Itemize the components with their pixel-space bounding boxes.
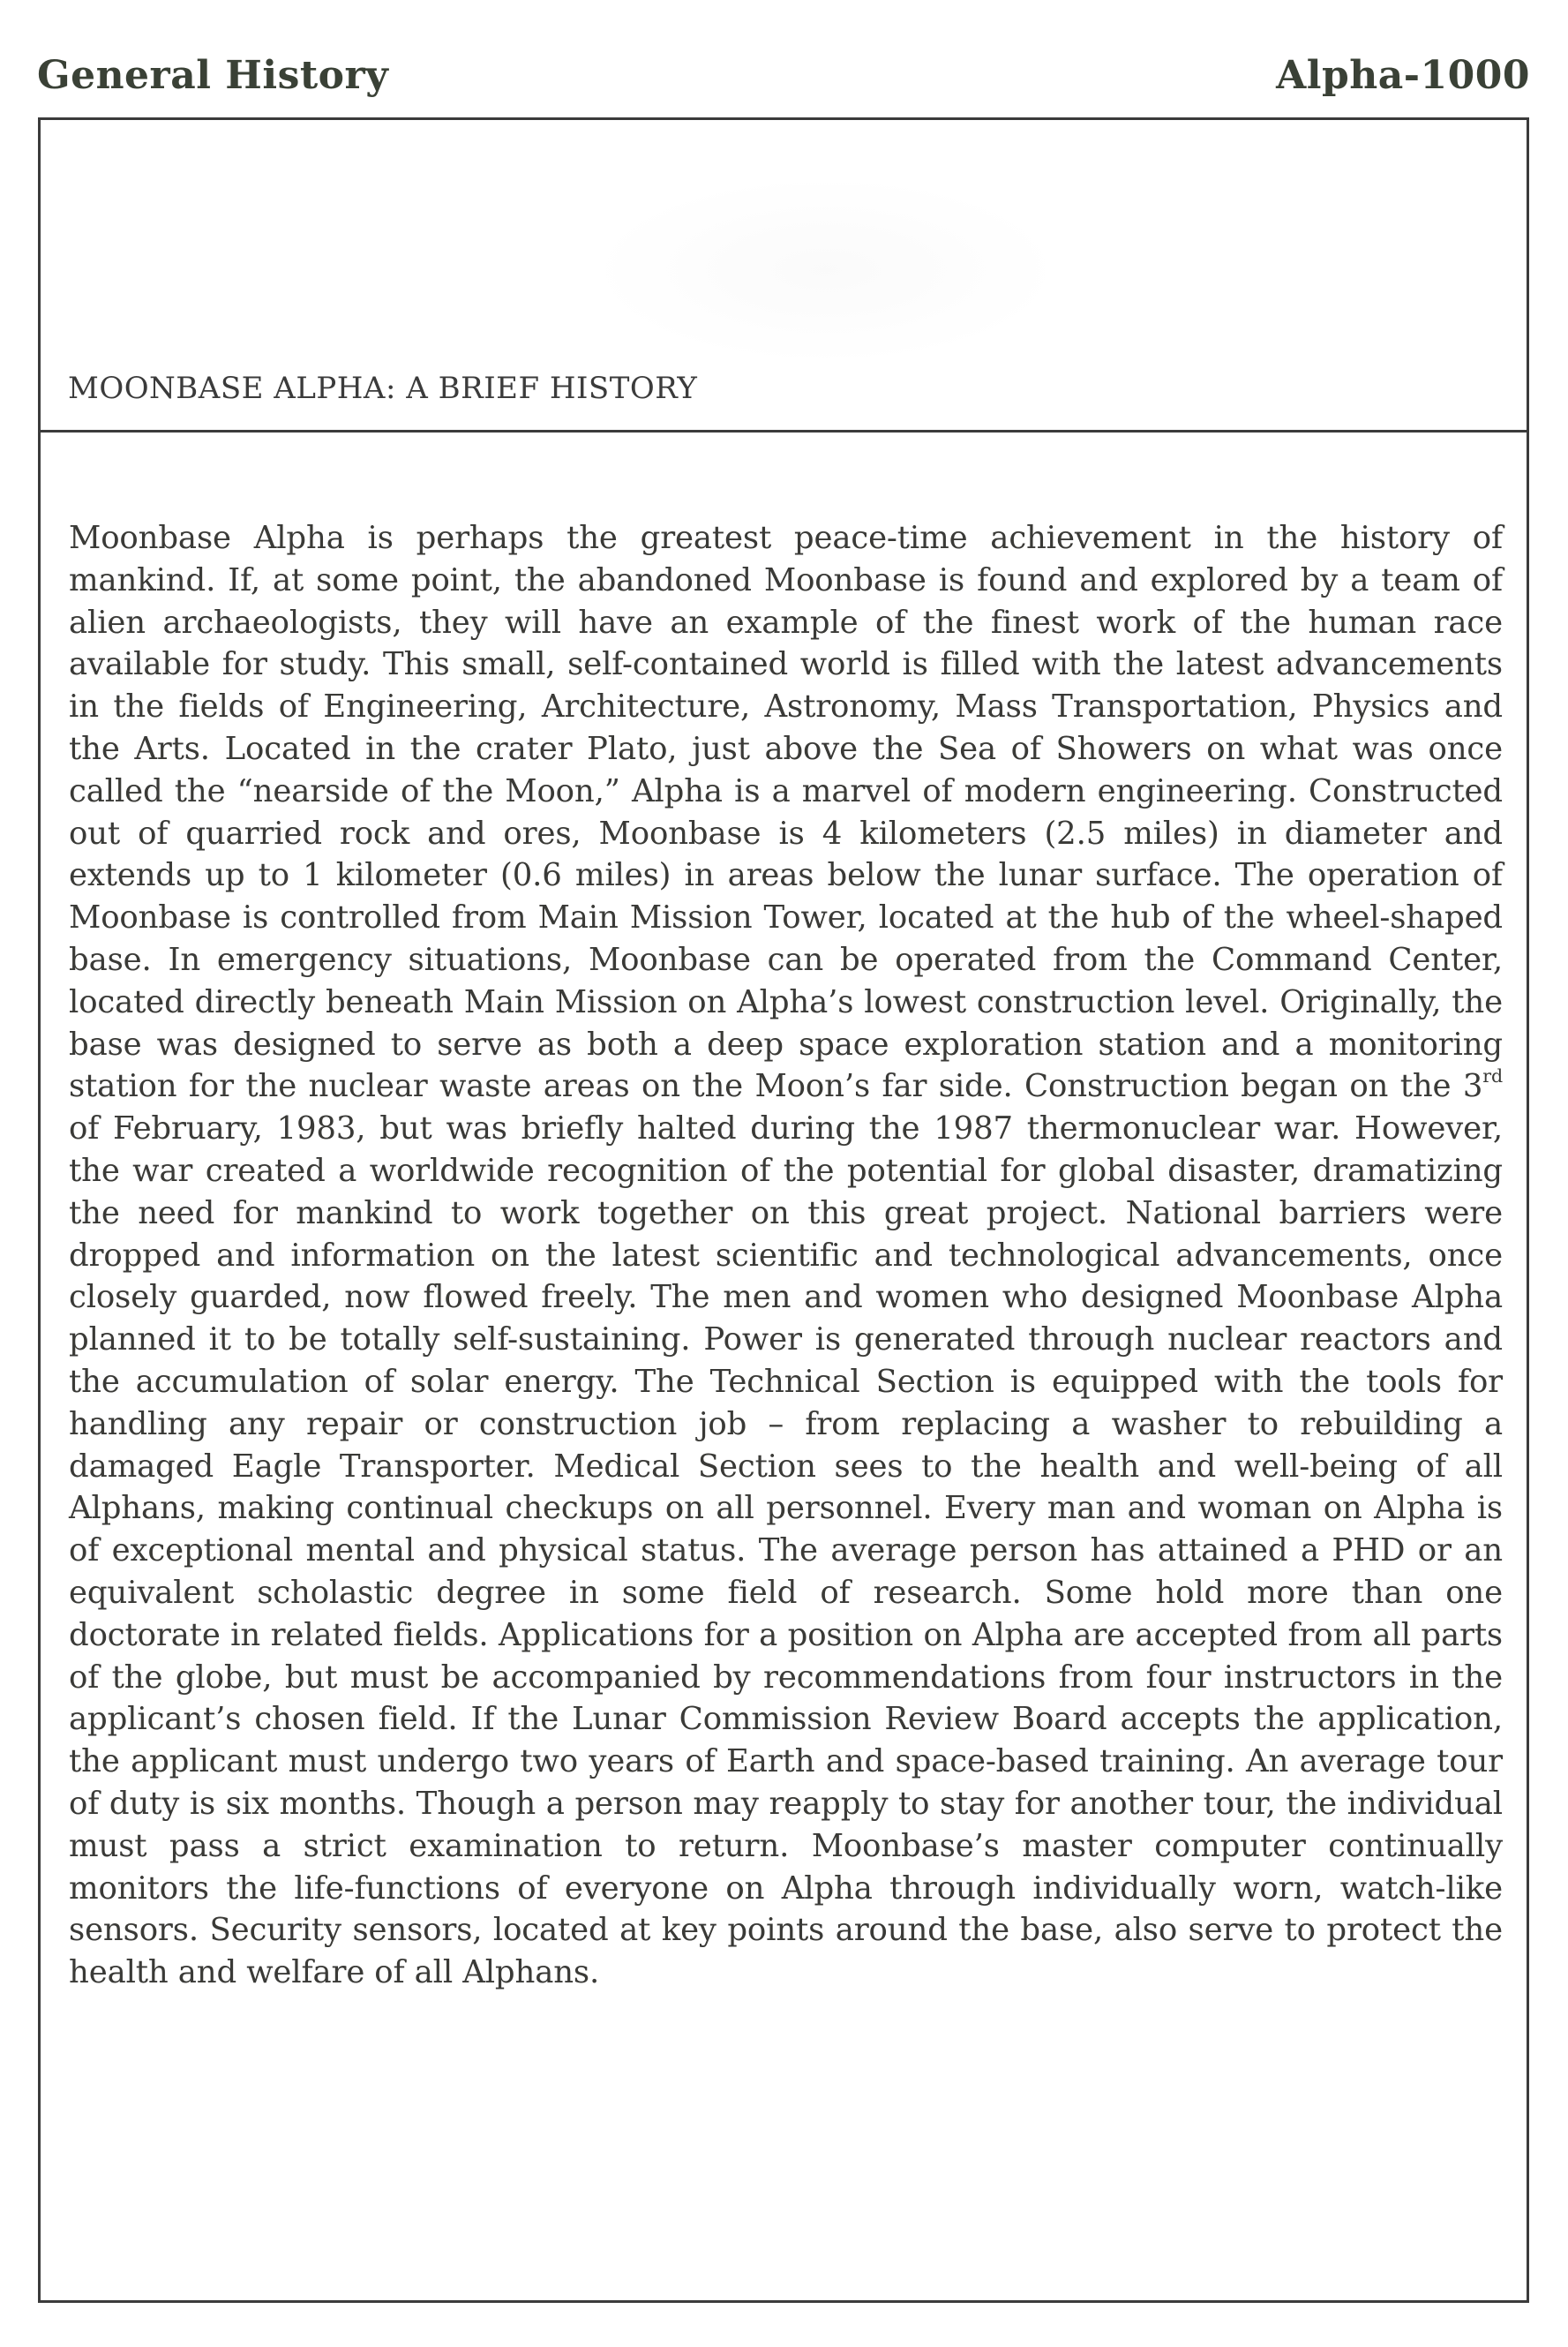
- header-left-title: General History: [37, 53, 389, 98]
- header-right-title: Alpha-1000: [1276, 53, 1530, 98]
- article-body: [69, 517, 1503, 1994]
- faint-watermark: [605, 182, 1047, 358]
- section-title: MOONBASE ALPHA: A BRIEF HISTORY: [68, 371, 698, 406]
- title-box: [41, 120, 1527, 433]
- page-header: [37, 53, 1530, 115]
- article-text-part-1: Moonbase Alpha is perhaps the greatest peace-time achievement in the history of mankind. If, at some point, the abandoned Moonbase is found and explored by a team of alien archaeologists, they will have an example of the finest work of the human race available for study. This small, self-contained world is filled with the latest advancements in the fields of Engineering, Architecture, Astronomy, Mass Transportation, Physics and the Arts. Located in the crater Plato, just above the Sea of Showers on what was once called the “nearside of the Moon,” Alpha is a marvel of modern engineering. Constructed out of quarried rock and ores, Moonbase is 4 kilometers (2.5 miles) in diameter and extends up to 1 kilometer (0.6 miles) in areas below the lunar surface. The operation of Moonbase is controlled from Main Mission Tower, located at the hub of the wheel-shaped base. In emergency situations, Moonbase can be operated from the Command Center, located directly beneath Main Mission on Alpha’s lowest construction level. Originally, the base was designed to serve as both a deep space exploration station and a monitoring station for the nuclear waste areas on the Moon’s far side. Construction began on the 3: [69, 520, 1503, 1105]
- ordinal-suffix: rd: [1482, 1065, 1503, 1087]
- article-text-part-2: of February, 1983, but was briefly halted during the 1987 thermonuclear war. However, the war created a worldwide recognition of the potential for global disaster, dramatizing the need for mankind to work together on this great project. National barriers were dropped and information on the latest scientific and technological advancements, once closely guarded, now flowed freely. The men and women who designed Moonbase Alpha planned it to be totally self-sustaining. Power is generated through nuclear reactors and the accumulation of solar energy. The Technical Section is equipped with the tools for handling any repair or construction job – from replacing a washer to rebuilding a damaged Eagle Transporter. Medical Section sees to the health and well-being of all Alphans, making continual checkups on all personnel. Every man and woman on Alpha is of exceptional mental and physical status. The average person has attained a PHD or an equivalent scholastic degree in some field of research. Some hold more than one doctorate in related fields. Applications for a position on Alpha are accepted from all parts of the globe, but must be accompanied by recommendations from four instructors in the applicant’s chosen field. If the Lunar Commission Review Board accepts the application, the applicant must undergo two years of Earth and space-based training. An average tour of duty is six months. Though a person may reapply to stay for another tour, the individual must pass a strict examination to return. Moonbase’s master computer continually monitors the life-functions of everyone on Alpha through individually worn, watch-like sensors. Security sensors, located at key points around the base, also serve to protect the health and welfare of all Alphans.: [69, 1110, 1503, 1991]
- content-frame: [38, 117, 1529, 2303]
